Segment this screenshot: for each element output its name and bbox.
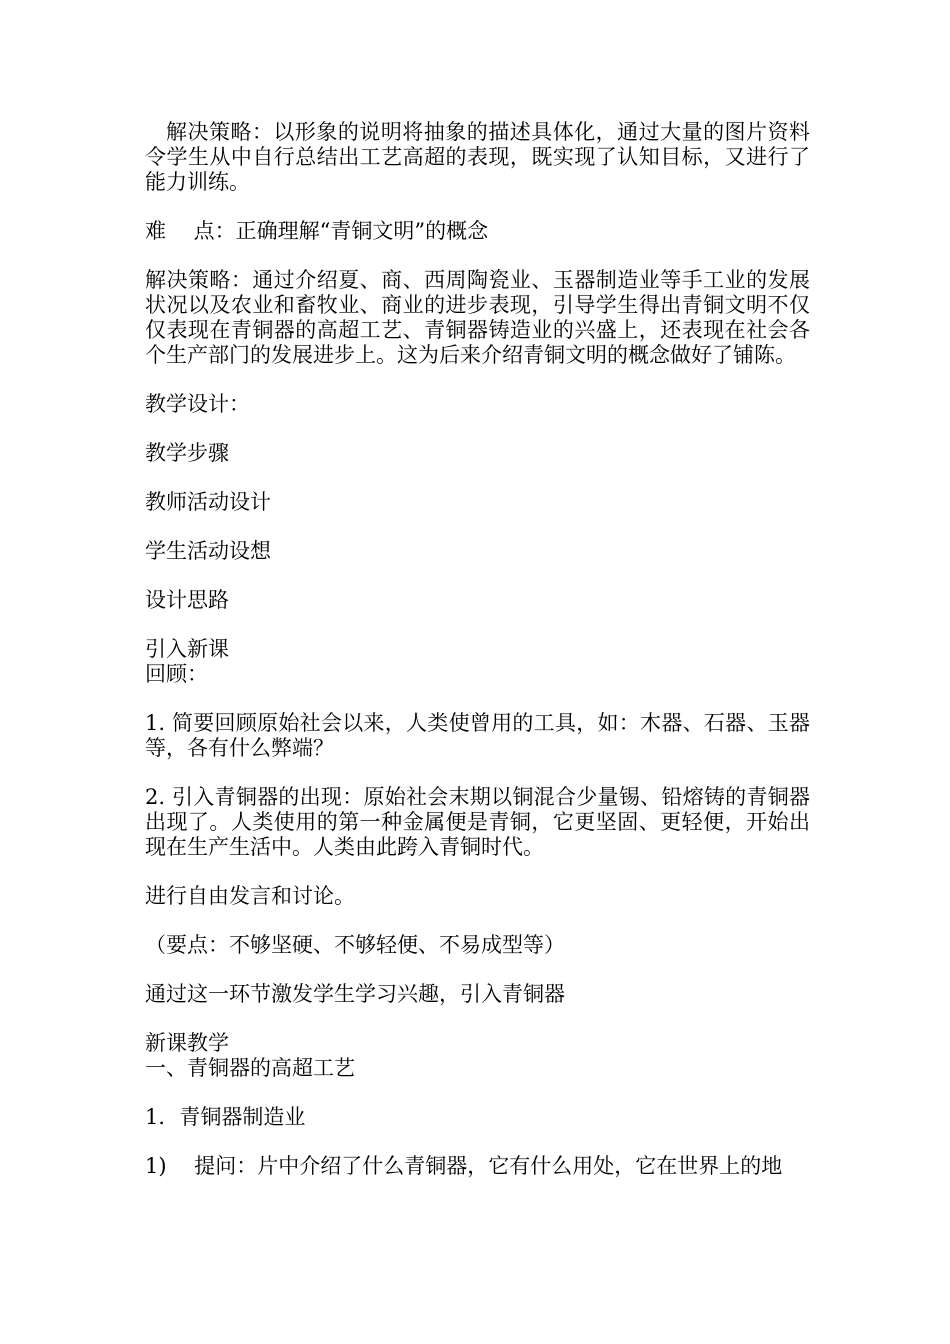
difficulty-heading: 难 点：正确理解“青铜文明”的概念 [145, 219, 489, 243]
review-label: 回顾： [145, 662, 208, 686]
teaching-steps-label: 教学步骤 [145, 441, 229, 465]
discussion-text: 进行自由发言和讨论。 [145, 884, 355, 908]
intro-lesson-label: 引入新课 [145, 637, 229, 661]
review-item-1: 1. 简要回顾原始社会以来，人类使曾用的工具，如：木器、石器、玉器等，各有什么弊端？ [145, 711, 810, 760]
teacher-activity-label: 教师活动设计 [145, 490, 271, 514]
design-idea-label: 设计思路 [145, 588, 229, 612]
subsection-heading-1: 1．青铜器制造业 [145, 1105, 306, 1129]
key-points-text: （要点：不够坚硬、不够轻便、不易成型等） [145, 933, 565, 957]
document-body [145, 120, 810, 1179]
strategy-paragraph-2: 解决策略：通过介绍夏、商、西周陶瓷业、玉器制造业等手工业的发展状况以及农业和畜牧业、商业的进步表现，引导学生得出青铜文明不仅仅表现在青铜器的高超工艺、青铜器铸造业的兴盛上，还表现在社会各个生产部门的发展进步上。这为后来介绍青铜文明的概念做好了铺陈。 [145, 268, 810, 367]
section-heading-1: 一、青铜器的高超工艺 [145, 1056, 355, 1080]
question-item-1: 1) 提问：片中介绍了什么青铜器，它有什么用处，它在世界上的地 [145, 1154, 783, 1178]
student-activity-label: 学生活动设想 [145, 539, 271, 563]
new-lesson-label: 新课教学 [145, 1031, 229, 1055]
review-item-2: 2. 引入青铜器的出现：原始社会末期以铜混合少量锡、铅熔铸的青铜器出现了。人类使用的第一种金属便是青铜，它更坚固、更轻便，开始出现在生产生活中。人类由此跨入青铜时代。 [145, 785, 810, 859]
motivation-text: 通过这一环节激发学生学习兴趣，引入青铜器 [145, 982, 565, 1006]
strategy-paragraph-1: 解决策略：以形象的说明将抽象的描述具体化，通过大量的图片资料令学生从中自行总结出工艺高超的表现，既实现了认知目标，又进行了能力训练。 [145, 120, 810, 194]
teaching-design-label: 教学设计： [145, 392, 250, 416]
